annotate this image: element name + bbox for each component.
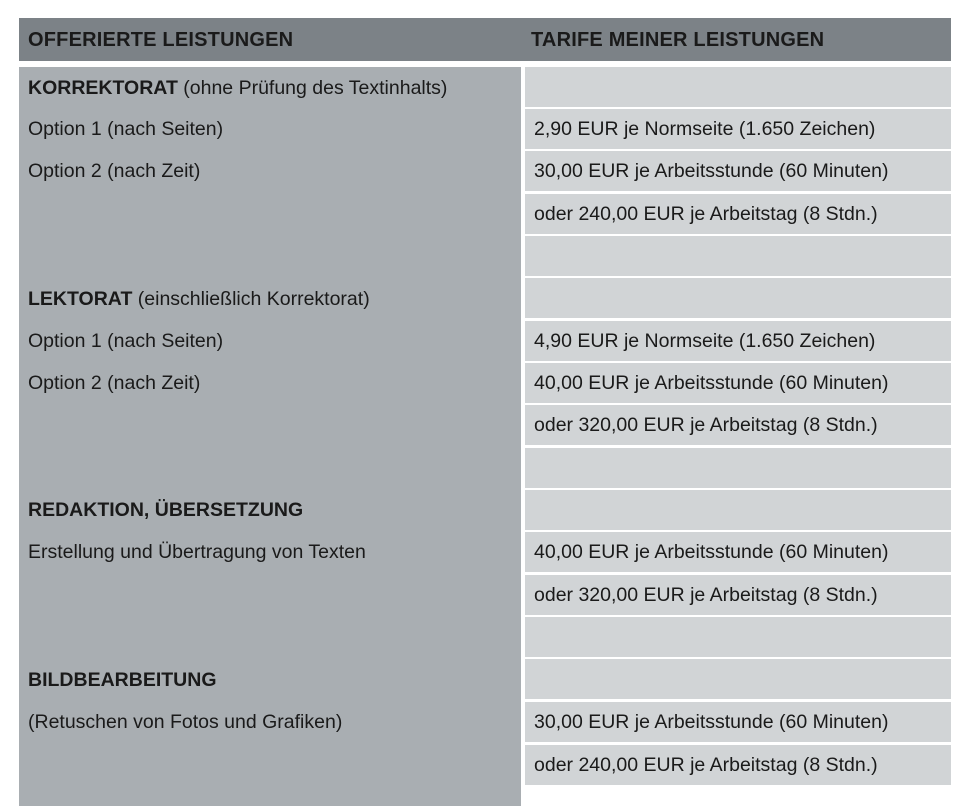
lektorat-price3: oder 320,00 EUR je Arbeitstag (8 Stdn.) <box>525 405 951 445</box>
tariff-cell-empty <box>525 659 951 699</box>
lektorat-option1: Option 1 (nach Seiten) <box>28 330 224 352</box>
bildbearbeitung-title: BILDBEARBEITUNG <box>28 669 217 691</box>
tariff-cell-empty <box>525 617 951 657</box>
redaktion-price2: oder 320,00 EUR je Arbeitstag (8 Stdn.) <box>525 575 951 615</box>
lektorat-option2: Option 2 (nach Zeit) <box>28 372 201 394</box>
tariff-cell-empty <box>525 67 951 107</box>
header-services: OFFERIERTE LEISTUNGEN <box>28 29 294 51</box>
section-korrektorat-title <box>28 68 447 108</box>
redaktion-title: REDAKTION, ÜBERSETZUNG <box>28 499 304 521</box>
tariff-cell-empty <box>525 448 951 488</box>
table-body <box>19 67 951 806</box>
korrektorat-option2: Option 2 (nach Zeit) <box>28 160 201 182</box>
lektorat-title: LEKTORAT <box>28 288 133 310</box>
bildbearbeitung-price2: oder 240,00 EUR je Arbeitstag (8 Stdn.) <box>525 745 951 785</box>
pricing-table <box>19 18 951 776</box>
lektorat-price1: 4,90 EUR je Normseite (1.650 Zeichen) <box>525 321 951 361</box>
section-lektorat-title <box>28 279 370 319</box>
korrektorat-price1: 2,90 EUR je Normseite (1.650 Zeichen) <box>525 109 951 149</box>
korrektorat-option1: Option 1 (nach Seiten) <box>28 118 224 140</box>
tariff-cell-empty <box>525 490 951 530</box>
bildbearbeitung-description: (Retuschen von Fotos und Grafiken) <box>28 711 343 733</box>
redaktion-price1: 40,00 EUR je Arbeitsstunde (60 Minuten) <box>525 532 951 572</box>
table-header <box>19 18 951 61</box>
lektorat-price2: 40,00 EUR je Arbeitsstunde (60 Minuten) <box>525 363 951 403</box>
tariff-cell-empty <box>525 278 951 318</box>
korrektorat-subtitle: (ohne Prüfung des Textinhalts) <box>183 77 448 99</box>
header-tariffs: TARIFE MEINER LEISTUNGEN <box>531 29 825 51</box>
korrektorat-title: KORREKTORAT <box>28 77 178 99</box>
redaktion-description: Erstellung und Übertragung von Texten <box>28 541 366 563</box>
tariff-cell-empty <box>525 236 951 276</box>
tariffs-column <box>525 67 951 806</box>
lektorat-subtitle: (einschließlich Korrektorat) <box>137 288 370 310</box>
korrektorat-price3: oder 240,00 EUR je Arbeitstag (8 Stdn.) <box>525 194 951 234</box>
bildbearbeitung-price1: 30,00 EUR je Arbeitsstunde (60 Minuten) <box>525 702 951 742</box>
services-column <box>19 67 521 806</box>
korrektorat-price2: 30,00 EUR je Arbeitsstunde (60 Minuten) <box>525 151 951 191</box>
